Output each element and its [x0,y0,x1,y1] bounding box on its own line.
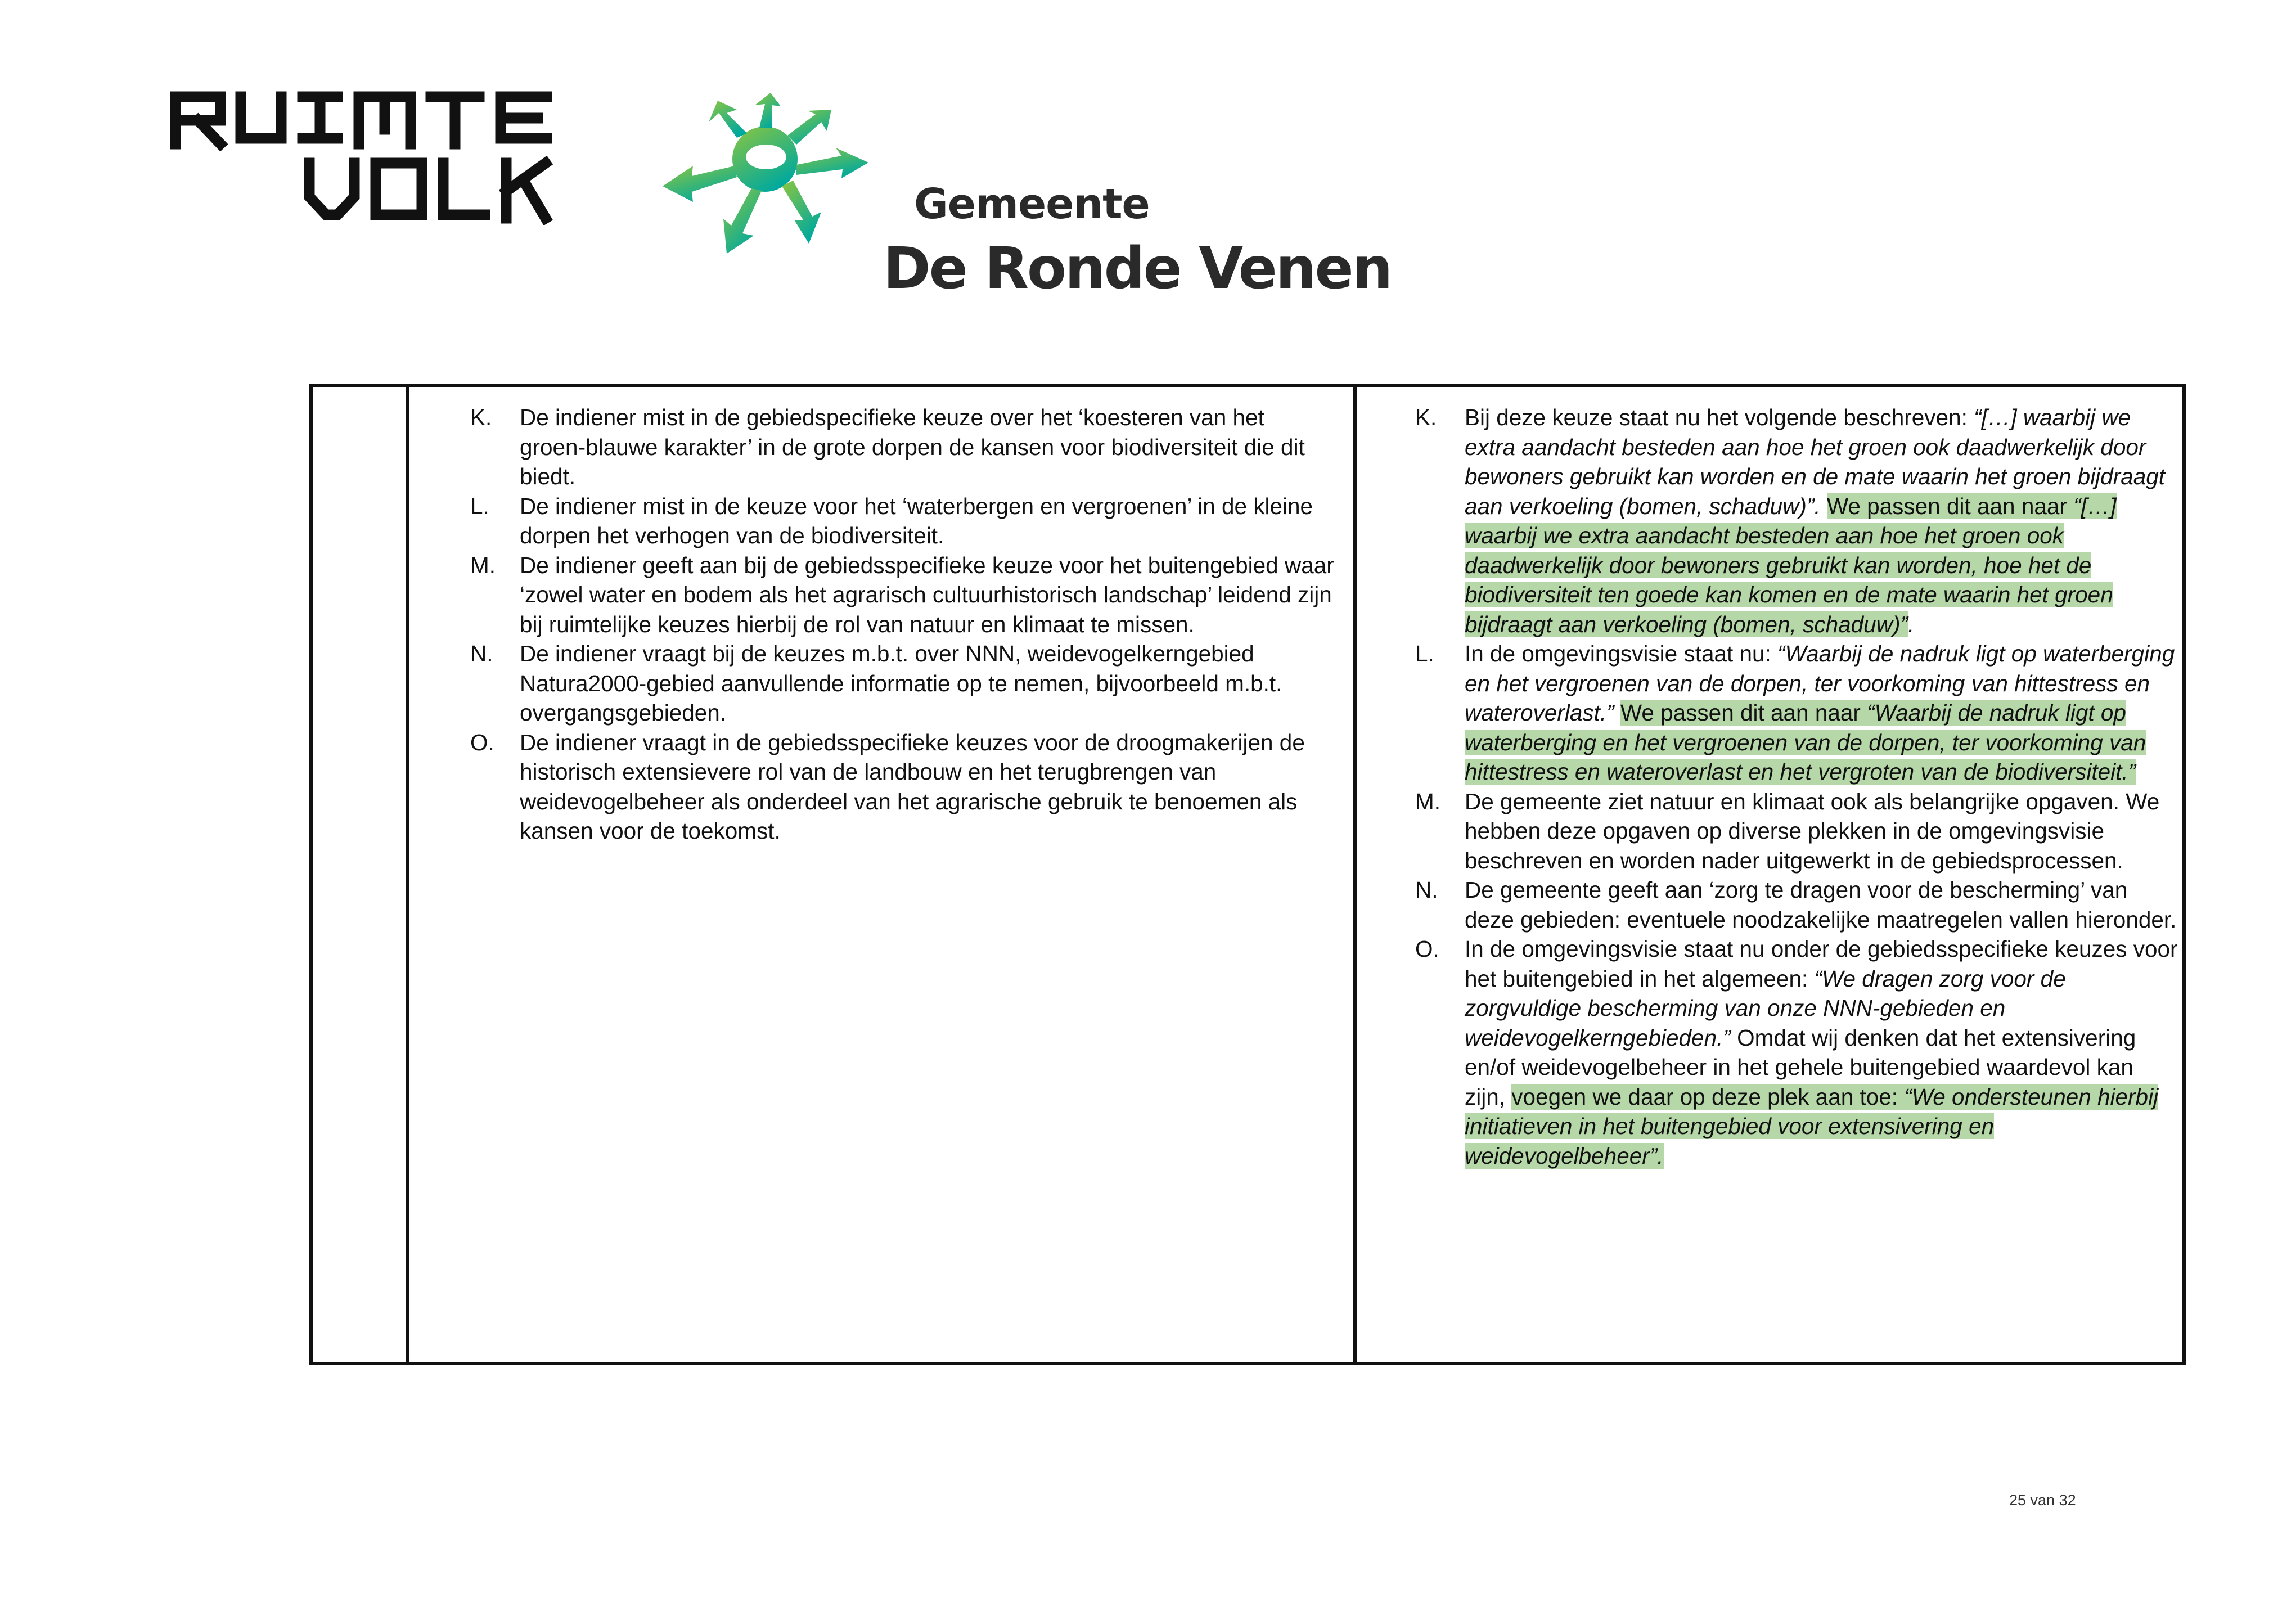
item-letter: O. [1415,936,1439,962]
current-quote: “Waarbij de nadruk ligt op waterberging en het vergroenen van de dorpen, ter voorkoming van hittestress en wateroverlast.” [1465,641,2175,726]
current-quote: “[…] waarbij we extra aandacht besteden aan hoe het groen ook daadwerkelijk door bewoners gebruikt kan worden en de mate waarin het groen bijdraagt aan verkoeling (bomen, schaduw)”. [1465,404,2166,519]
response-item-o [1415,934,2178,1171]
new-quote: “[…] waarbij we extra aandacht besteden aan hoe het groen ook daadwerkelijk door bewoners gebruikt kan worden, hoe het de biodiversiteit ten goede kan komen en de mate waarin het groen bijdraagt aan verkoeling (bomen, schaduw)” [1465,493,2117,637]
submission-item-k [470,403,1336,492]
change-text: We passen dit aan naar [1620,700,1867,726]
response-item-m [1415,787,2178,876]
ruimtevolk-logo [169,90,569,225]
submission-column [470,403,1336,846]
item-letter: L. [1415,641,1434,667]
gemeente-label: Gemeente [914,180,1150,228]
submission-item-l [470,492,1336,551]
item-letter: M. [470,552,496,578]
response-item-k [1415,403,2178,639]
page-number: 25 van 32 [2009,1492,2076,1509]
item-letter: N. [1415,877,1438,903]
item-letter: K. [1415,404,1437,430]
item-text: De gemeente geeft aan ‘zorg te dragen voor de bescherming’ van deze gebieden: eventuele noodzakelijke maatregelen vallen hieronder. [1465,877,2177,933]
response-item-l [1415,639,2178,787]
gemeente-name: De Ronde Venen [883,235,1392,302]
closing-punctuation: . [1907,611,1915,637]
item-letter: K. [470,404,492,430]
item-text: De gemeente ziet natuur en klimaat ook als belangrijke opgaven. We hebben deze opgaven op diverse plekken in de omgevingsvisie beschreven en worden nader uitgewerkt in de gebiedsprocessen. [1465,788,2160,874]
response-item-n [1415,875,2178,934]
submission-item-o [470,728,1336,846]
item-text: De indiener mist in de gebiedspecifieke keuze over het ‘koesteren van het groen-blauwe karakter’ in de grote dorpen de kansen voor biodiversiteit die dit biedt. [520,404,1305,489]
item-letter: N. [470,641,493,667]
item-text: In de omgevingsvisie staat nu: [1465,641,1778,667]
item-text: De indiener vraagt in de gebiedsspecifieke keuzes voor de droogmakerijen de historisch extensievere rol van de landbouw en het terugbrengen van weidevogelbeheer als onderdeel van het agrarische gebruik te benoemen als kansen voor de toekomst. [520,729,1305,844]
current-quote: “We dragen zorg voor de zorgvuldige bescherming van onze NNN-gebieden en weidevogelkerngebieden.” [1465,965,2066,1051]
item-text: De indiener geeft aan bij de gebiedsspecifieke keuze voor het buitengebied waar ‘zowel water en bodem als het agrarisch cultuurhistorisch landschap’ leidend zijn bij ruimtelijke keuzes hierbij de rol van natuur en klimaat te missen. [520,552,1334,637]
column-divider-1 [406,387,409,1362]
response-column [1415,403,2178,1171]
item-text: De indiener mist in de keuze voor het ‘waterbergen en vergroenen’ in de kleine dorpen het verhogen van de biodiversiteit. [520,493,1313,548]
item-text-continued: Omdat wij denken dat het extensivering en/of weidevogelbeheer in het gehele buitengebied waardevol kan zijn, [1465,1024,2136,1110]
item-text: De indiener vraagt bij de keuzes m.b.t. over NNN, weidevogelkerngebied Natura2000-gebied aanvullende informatie op te nemen, bijvoorbeeld m.b.t. overgangsgebieden. [520,641,1282,726]
response-table [309,384,2186,1365]
change-text: We passen dit aan naar [1826,493,2074,519]
item-letter: L. [470,493,489,519]
change-text: voegen we daar op deze plek aan toe: [1511,1083,1905,1110]
item-letter: O. [470,729,494,755]
column-divider-2 [1353,387,1357,1362]
submission-item-n [470,639,1336,728]
submission-item-m [470,551,1336,640]
item-letter: M. [1415,788,1440,814]
gemeente-star-logo [652,93,889,262]
new-quote: “Waarbij de nadruk ligt op waterberging en het vergroenen van de dorpen, ter voorkoming van hittestress en wateroverlast en het vergroten van de biodiversiteit.” [1465,700,2146,785]
highlighted-change [1465,1084,2158,1169]
new-quote: “We ondersteunen hierbij initiatieven in het buitengebied voor extensivering en weidevogelbeheer”. [1465,1083,2159,1169]
item-text: Bij deze keuze staat nu het volgende beschreven: [1465,404,1974,430]
item-text: In de omgevingsvisie staat nu onder de gebiedsspecifieke keuzes voor het buitengebied in het algemeen: [1465,936,2178,992]
